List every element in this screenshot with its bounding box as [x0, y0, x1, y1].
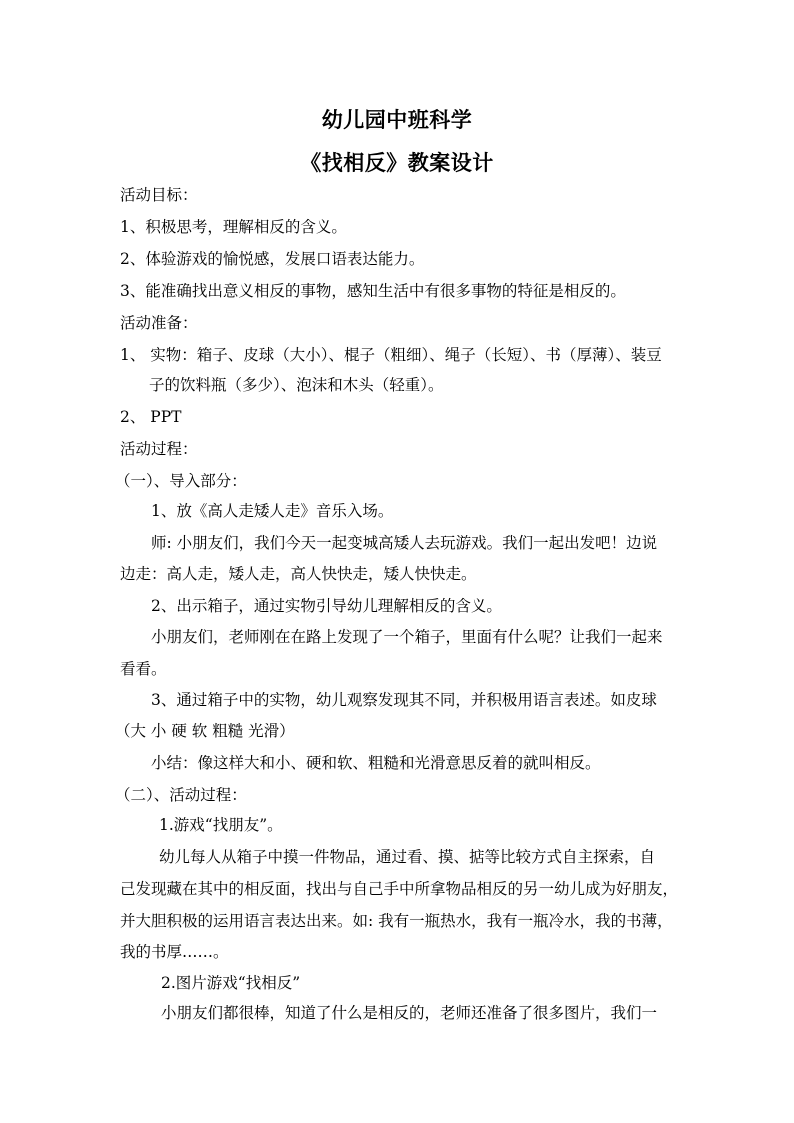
teacher-speech-line-1: 师: 小朋友们，我们今天一起变城高矮人去玩游戏。我们一起出发吧！边说	[151, 534, 658, 552]
section-heading-process: 活动过程：	[120, 440, 198, 458]
activity-game-2-text-line-1: 小朋友们都很棒，知道了什么是相反的，老师还准备了很多图片，我们一	[161, 1004, 658, 1022]
section-heading-preparation: 活动准备：	[120, 314, 198, 332]
intro-step-2-text-line-2: 看看。	[120, 660, 167, 678]
document-title-line-2: 《找相反》教案设计	[300, 151, 494, 175]
teacher-speech-line-2: 边走：高人走，矮人走，高人快快走，矮人快快走。	[120, 565, 477, 583]
preparation-item-1-continued: 子的饮料瓶（多少）、泡沫和木头（轻重）。	[149, 376, 444, 394]
intro-step-3-line-2: （大 小 硬 软 粗糙 光滑）	[115, 722, 295, 740]
subsection-activity-heading: （二）、活动过程：	[115, 786, 247, 804]
activity-game-1-text-line-3: 并大胆积极的运用语言表达出来。如: 我有一瓶热水，我有一瓶冷水，我的书薄，	[120, 912, 673, 930]
activity-game-2-title: 2.图片游戏“找相反”	[161, 974, 301, 992]
document-title-line-1: 幼儿园中班科学	[321, 108, 473, 132]
goal-item-2: 2、体验游戏的愉悦感，发展口语表达能力。	[120, 250, 425, 268]
section-heading-goals: 活动目标：	[120, 186, 198, 204]
activity-game-1-text-line-1: 幼儿每人从箱子中摸一件物品，通过看、摸、掂等比较方式自主探索，自	[159, 848, 656, 866]
subsection-intro-heading: （一）、导入部分：	[115, 472, 247, 490]
preparation-item-1: 1、 实物：箱子、皮球（大小）、棍子（粗细）、绳子（长短）、书（厚薄）、装豆	[120, 346, 662, 364]
intro-step-2-text-line-1: 小朋友们，老师刚在在路上发现了一个箱子，里面有什么呢？让我们一起来	[151, 628, 663, 646]
activity-game-1-text-line-4: 我的书厚……。	[120, 943, 229, 961]
goal-item-3: 3、能准确找出意义相反的事物，感知生活中有很多事物的特征是相反的。	[120, 282, 626, 300]
intro-step-1: 1、放《高人走矮人走》音乐入场。	[151, 502, 394, 520]
intro-step-3-line-1: 3、通过箱子中的实物，幼儿观察发现其不同，并积极用语言表述。如皮球	[151, 691, 657, 709]
intro-summary: 小结：像这样大和小、硬和软、粗糙和光滑意思反着的就叫相反。	[151, 754, 601, 772]
activity-game-1-text-line-2: 己发现藏在其中的相反面，找出与自己手中所拿物品相反的另一幼儿成为好朋友，	[120, 880, 679, 898]
activity-game-1-title: 1.游戏“找朋友”。	[159, 816, 283, 834]
intro-step-2: 2、出示箱子，通过实物引导幼儿理解相反的含义。	[151, 597, 502, 615]
preparation-item-2: 2、 PPT	[120, 408, 182, 426]
goal-item-1: 1、积极思考，理解相反的含义。	[120, 218, 347, 236]
